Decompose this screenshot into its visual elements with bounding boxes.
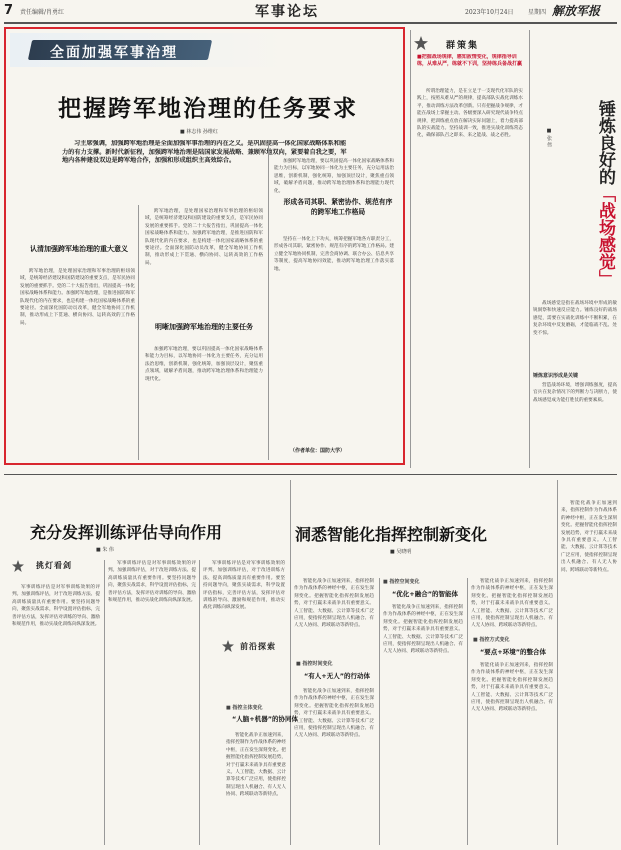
main-byline: ■ 林志伟 孙维红 xyxy=(180,129,218,135)
section-manned-unmanned: ■ 指控时间变化 xyxy=(296,661,333,667)
main-body-col-2a: 跨军地治理，是处理国家治理和军事治理的枢纽领域，是统筹经济建设和国防建设的重要支点，是军民协同发展的重要抓手。党的二十大报告指出，巩固提高一体化国家战略体系和能力。加强跨军地治理，是推进国防和军队现代化的内在要求，也是构建一体化国家战略体系的重要途径。全面深化国防动员改革，健全军地协同工作机制，推动形成上下贯通、横向协同、运转高效的工作格局。 xyxy=(145,209,263,266)
subhead-significance: 认清加强跨军地治理的重大意义 xyxy=(30,245,128,253)
bottom-left-body-col-3: 军事训练评估是对军事训练效果的评判。加强训练评估，对于改进训练方法、提高训练质量具有重要作用。要坚持问题导向，聚焦实战需求，科学设置评估指标，完善评估方法，发挥评估对训练的导向、激励和规范作用，推动实战化训练向纵深发展。 xyxy=(203,561,285,611)
main-column-divider-3 xyxy=(268,140,269,460)
vertical-title xyxy=(572,100,616,287)
main-column-divider-1 xyxy=(138,205,139,460)
vertical-body-tail: 营造战场环境，增强训练强度，提高官兵在复杂情况下的判断力与决断力，使战场感觉成为能打胜仗的重要素质。 xyxy=(533,383,617,403)
vertical-title-b: 「战场感觉」 xyxy=(595,185,615,287)
bottom-right-byline: ■ 吴晓明 xyxy=(390,549,412,555)
bottom-right-body-col-4b: 智能化战争正加速到来，指挥控制作为作战体系的神经中枢，正在发生深刻变化。把握智能化指挥控制发展趋势，对于打赢未来战争具有重要意义。人工智能、大数据、云计算等技术广泛应用，使指挥控制呈现出人机融合、有人无人协同、跨域联动等新特点。 xyxy=(471,663,553,713)
bottom-right-body-col-3: 智能化战争正加速到来，指挥控制作为作战体系的神经中枢，正在发生深刻变化。把握智能化指挥控制发展趋势，对于打赢未来战争具有重要意义。人工智能、大数据、云计算等技术广泛应用，使指挥控制呈现出人机融合、有人无人协同、跨域联动等新特点。 xyxy=(383,605,463,655)
issue-weekday: 星期四 xyxy=(528,9,547,16)
author-affiliation: （作者单位：国防大学） xyxy=(290,448,346,454)
vertical-body: 战场感觉是指在战场环境中形成的敏锐洞察和快速反应能力。锤炼良好的战场感觉，需要在实战化训练中不断积累，在复杂环境中反复磨砺，才能临战不乱、处变不惊。 xyxy=(533,301,617,336)
star-icon xyxy=(12,560,24,572)
vertical-caption: 锤炼意识形成是关键 xyxy=(533,373,579,379)
bottom-left-headline: 充分发挥训练评估导向作用 xyxy=(30,523,223,542)
masthead-rule xyxy=(4,22,617,24)
bottom-left-label: 挑灯看剑 xyxy=(36,561,72,570)
page-number: 7 xyxy=(4,3,14,18)
vertical-author: ■ 张 伟 xyxy=(546,128,552,148)
bottom-right-divider-c xyxy=(557,480,558,845)
vertical-title-a: 锤炼良好的 xyxy=(595,100,615,185)
section-human-machine-title: “人脑+机器”的协同体 xyxy=(232,715,298,723)
bottom-left-byline: ■ 朱 伟 xyxy=(96,547,114,553)
main-body-col-3a: 加强跨军地治理，要以巩固提高一体化国家战略体系和能力为目标，以军地协同一体化为主要任务，充分运用法治思维，创新机制，强化统筹，加强顶层设计，聚焦重点领域，破解矛盾问题，推动跨军地治理体系和治理能力现代化。 xyxy=(274,159,394,194)
sidebar-divider xyxy=(410,30,411,468)
section-manned-unmanned-title: “有人+无人”的行动体 xyxy=(304,672,370,680)
bottom-right-body-col-2a: 智能化战争正加速到来，指挥控制作为作战体系的神经中枢，正在发生深刻变化。把握智能化指挥控制发展趋势，对于打赢未来战争具有重要意义。人工智能、大数据、云计算等技术广泛应用，使指挥控制呈现出人机融合、有人无人协同、跨域联动等新特点。 xyxy=(294,579,374,629)
main-body-col-1: 跨军地治理，是处理国家治理和军事治理的枢纽领域，是统筹经济建设和国防建设的重要支点，是军民协同发展的重要抓手。党的二十大报告指出，巩固提高一体化国家战略体系和能力。加强跨军地治理，是推进国防和军队现代化的内在要求，也是构建一体化国家战略体系的重要途径。全面深化国防动员改革，健全军地协同工作机制，推动形成上下贯通、横向协同、运转高效的工作格局。 xyxy=(20,269,135,326)
bottom-left-body-col-1: 军事训练评估是对军事训练效果的评判。加强训练评估，对于改进训练方法、提高训练质量具有重要作用。要坚持问题导向，聚焦实战需求，科学设置评估指标，完善评估方法，发挥评估对训练的导向、激励和规范作用，推动实战化训练向纵深发展。 xyxy=(12,585,100,628)
section-human-machine: ■ 指控主体变化 xyxy=(226,705,263,711)
bottom-right-body-col-5: 智能化战争正加速到来，指挥控制作为作战体系的神经中枢，正在发生深刻变化。把握智能化指挥控制发展趋势，对于打赢未来战争具有重要意义。人工智能、大数据、云计算等技术广泛应用，使指挥控制呈现出人机融合、有人无人协同、跨域联动等新特点。 xyxy=(561,501,617,573)
main-body-col-3b: 坚持在一体化上下功夫，统筹把握军地各方职责分工，形成各司其职、紧密协作、规范有序的跨军地工作格局。建立健全军地协同机制，完善会商协调、联合办公、信息共享等制度，提高军地协同效能，推动跨军地治理工作落实落地。 xyxy=(274,237,394,272)
bottom-left-body-col-2: 军事训练评估是对军事训练效果的评判。加强训练评估，对于改进训练方法、提高训练质量具有重要作用。要坚持问题导向，聚焦实战需求，科学设置评估指标，完善评估方法，发挥评估对训练的导向、激励和规范作用，推动实战化训练向纵深发展。 xyxy=(108,561,196,604)
bottom-right-divider-b xyxy=(467,578,468,845)
masthead xyxy=(0,0,621,24)
star-icon xyxy=(414,36,428,50)
main-body-col-2b: 加强跨军地治理，要以巩固提高一体化国家战略体系和能力为目标，以军地协同一体化为主要任务，充分运用法治思维，创新机制，强化统筹，加强顶层设计，聚焦重点领域，破解矛盾问题，推动跨军地治理体系和治理能力现代化。 xyxy=(145,347,263,382)
section-editor: 责任编辑/肖勇红 xyxy=(20,9,65,16)
star-icon xyxy=(222,640,234,652)
sidebar-label: 群策集 xyxy=(446,41,480,51)
bottom-divider xyxy=(290,480,291,845)
bottom-right-headline: 洞悉智能化指挥控制新变化 xyxy=(295,525,488,544)
section-title: 军事论坛 xyxy=(255,4,319,20)
section-point-environment: ■ 指控方式变化 xyxy=(473,637,510,643)
sidebar-body: 所谓治理能力，是在立足于一支现代化军队的实践上，按照从难从严的规律，提高部队实战化训练水平，推动训练方法改革创新。只有把握战争规律，才能在战场上掌握主动。各级要深入研究现代战争特点规律，把训练重点放在解决实际问题上，着力提高部队的实战能力。坚持战训一致，推进实战化训练常态化，确保部队召之即来、来之能战、战之必胜。 xyxy=(417,89,523,139)
banner-title: 全面加强军事治理 xyxy=(50,45,178,61)
bottom-left-divider-a xyxy=(104,560,105,845)
bottom-right-body-col-1: 智能化战争正加速到来，指挥控制作为作战体系的神经中枢，正在发生深刻变化。把握智能化指挥控制发展趋势，对于打赢未来战争具有重要意义。人工智能、大数据、云计算等技术广泛应用，使指挥控制呈现出人机融合、有人无人协同、跨域联动等新特点。 xyxy=(226,733,286,798)
main-article-banner xyxy=(10,33,400,67)
sidebar-lead: ■把握战场规律，感知敌情变化，规律指导训练，从难从严，练就不下训，坚持练兵备战打赢 xyxy=(417,54,523,67)
issue-date: 2023年10月24日 xyxy=(465,9,514,16)
subhead-work-pattern: 形成各司其职、紧密协作、规范有序的跨军地工作格局 xyxy=(283,198,393,216)
section-rule xyxy=(4,474,617,475)
section-point-environment-title: “要点+环境”的整合体 xyxy=(480,648,546,656)
bottom-right-divider-a xyxy=(379,578,380,845)
paper-logo: 解放军报 xyxy=(552,4,601,18)
bottom-right-body-col-4a: 智能化战争正加速到来，指挥控制作为作战体系的神经中枢，正在发生深刻变化。把握智能化指挥控制发展趋势，对于打赢未来战争具有重要意义。人工智能、大数据、云计算等技术广泛应用，使指挥控制呈现出人机融合、有人无人协同、跨域联动等新特点。 xyxy=(471,579,553,629)
main-headline: 把握跨军地治理的任务要求 xyxy=(58,96,358,122)
vertical-divider xyxy=(529,30,530,468)
subhead-tasks: 明晰加强跨军地治理的主要任务 xyxy=(155,323,253,331)
lead-paragraph: 习主席强调，加强跨军地治理是全面加强军事治理的内在之义。是巩固提高一体化国家战略体系和能力的有力支撑。新时代新征程，加强跨军地治理是陆国家发展战略、兼顾军地双向，紧要着自我之要，军地内各种建设双边是跨军地合作，加强和形成组织主高效综合。 xyxy=(62,140,347,165)
bottom-left-divider-b xyxy=(199,560,200,845)
bottom-right-label: 前沿探索 xyxy=(240,642,276,651)
section-optimize-fusion-title: “优化+融合”的智能体 xyxy=(392,590,458,598)
bottom-right-body-col-2b: 智能化战争正加速到来，指挥控制作为作战体系的神经中枢，正在发生深刻变化。把握智能化指挥控制发展趋势，对于打赢未来战争具有重要意义。人工智能、大数据、云计算等技术广泛应用，使指挥控制呈现出人机融合、有人无人协同、跨域联动等新特点。 xyxy=(294,689,374,739)
section-optimize-fusion: ■ 指控空间变化 xyxy=(383,579,420,585)
